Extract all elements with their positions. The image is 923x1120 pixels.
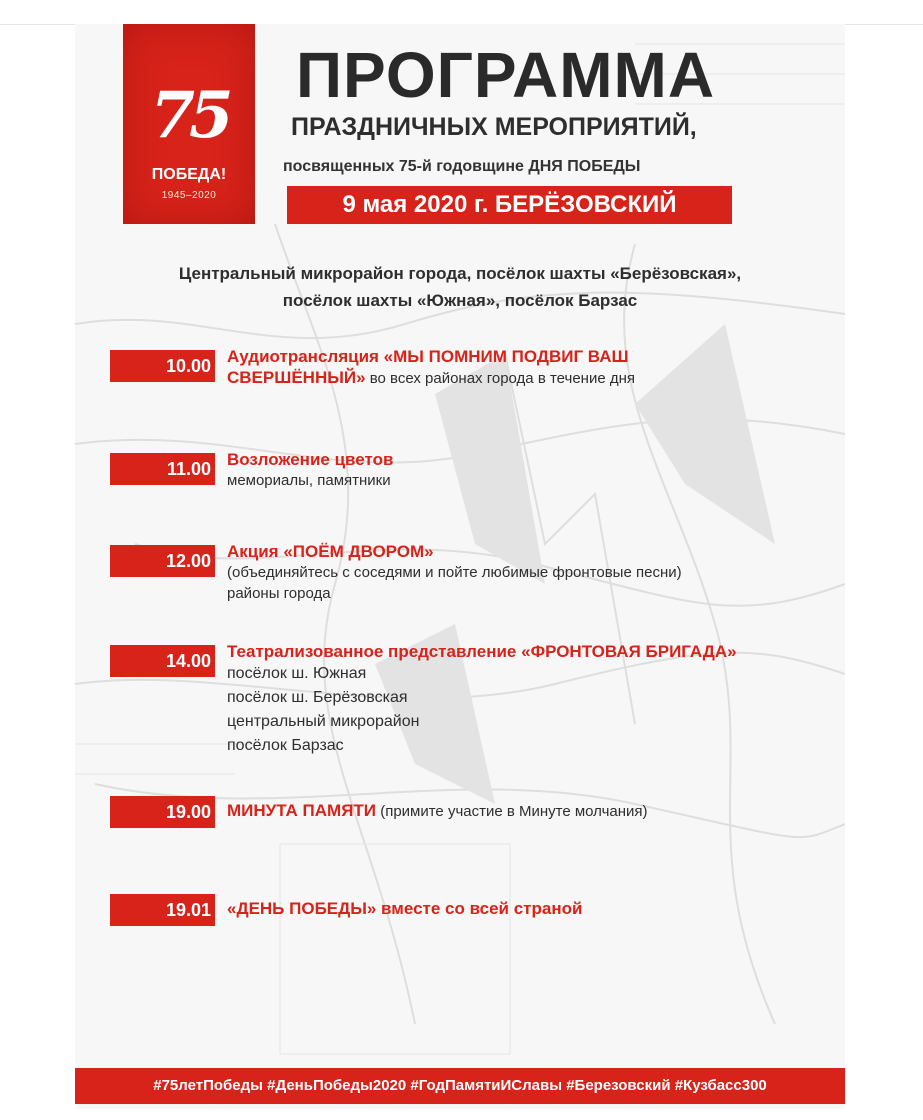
event-content [227,641,827,758]
event-content [227,800,827,822]
locations-line-1: Центральный микрорайон города, посёлок шахты «Берёзовская», [178,264,742,283]
event-title: «ДЕНЬ ПОБЕДЫ» вместе со всей страной [227,899,583,918]
page-title: ПРОГРАММА [296,39,716,111]
dedication-text: посвященных 75-й годовщине ДНЯ ПОБЕДЫ [283,158,641,175]
event-title: Аудиотрансляция «МЫ ПОМНИМ ПОДВИГ ВАШ [227,347,629,366]
date-place-banner: 9 мая 2020 г. БЕРЁЗОВСКИЙ [287,186,732,224]
event-note: (примите участие в Минуте молчания) [376,803,648,820]
event-time: 19.00 [110,796,215,828]
event-detail: посёлок Барзас [227,737,344,754]
event-detail: (объединяйтесь с соседями и пойте любимые фронтовые песни) [227,564,682,581]
victory-75-logo [123,24,255,224]
event-title: Театрализованное представление «ФРОНТОВАЯ БРИГАДА» [227,642,737,661]
event-title-part: СВЕРШЁННЫЙ» [227,368,366,387]
locations-block [105,260,815,314]
event-detail: центральный микрорайон [227,713,420,730]
event-detail: посёлок ш. Южная [227,665,367,682]
event-title: Акция «ПОЁМ ДВОРОМ» [227,542,434,561]
event-content [227,898,827,919]
event-content [227,346,827,389]
logo-number: 75 [150,78,228,153]
hashtags-banner: #75летПобеды #ДеньПобеды2020 #ГодПамятиИСлавы #Березовский #Кузбасс300 [75,1068,845,1104]
page-subtitle: ПРАЗДНИЧНЫХ МЕРОПРИЯТИЙ, [291,113,697,141]
event-title-row [227,800,827,822]
event-title-tail: во всех районах города в течение дня [365,370,635,387]
event-detail: мемориалы, памятники [227,472,391,489]
top-strip [0,0,923,25]
event-title: МИНУТА ПАМЯТИ [227,801,377,820]
locations-line-2: посёлок шахты «Южная», посёлок Барзас [282,291,638,310]
event-detail: районы города [227,585,331,602]
logo-years: 1945–2020 [161,190,217,201]
event-title-continued [227,367,827,389]
event-title: Возложение цветов [227,450,394,469]
event-time: 14.00 [110,645,215,677]
event-content [227,449,827,491]
event-detail: посёлок ш. Берёзовская [227,689,408,706]
event-time: 10.00 [110,350,215,382]
event-time: 11.00 [110,453,215,485]
logo-word: ПОБЕДА! [151,166,227,183]
event-time: 19.01 [110,894,215,926]
event-time: 12.00 [110,545,215,577]
program-poster [75,24,845,1109]
event-content [227,541,827,604]
